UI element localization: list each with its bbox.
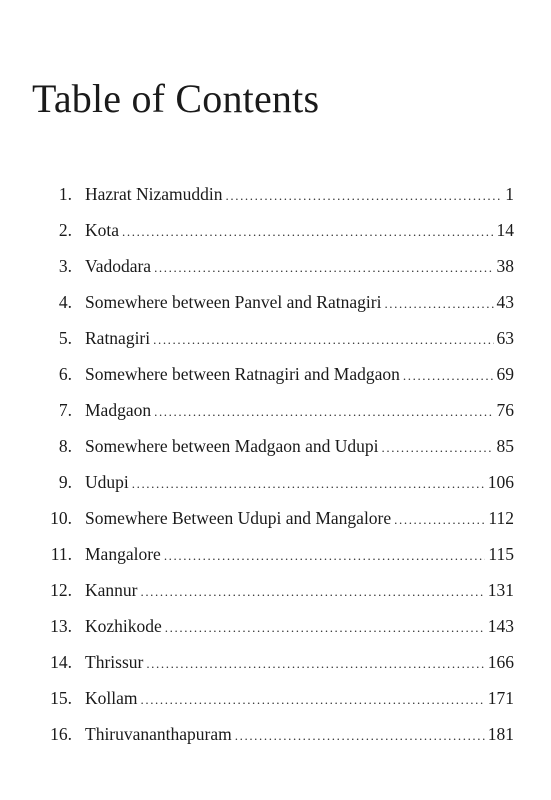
- dot-leader: [141, 682, 485, 718]
- dot-leader: [146, 646, 484, 682]
- toc-entry-page: 115: [488, 544, 514, 564]
- toc-entry-title: Somewhere Between Udupi and Mangalore: [85, 508, 392, 528]
- toc-entry-title: Hazrat Nizamuddin: [85, 184, 223, 204]
- toc-entry-title: Somewhere between Ratnagiri and Madgaon: [85, 364, 400, 384]
- dot-leader: [382, 430, 494, 466]
- toc-entry: [34, 572, 514, 608]
- toc-entry: [34, 284, 514, 320]
- toc-entry-page: 181: [487, 724, 514, 744]
- toc-entry-number: 15.: [50, 688, 72, 708]
- toc-entry: [34, 212, 514, 248]
- toc-entry-title: Kota: [85, 220, 120, 240]
- toc-entry: [34, 716, 514, 752]
- toc-entry-number: 8.: [58, 436, 72, 456]
- toc-entry-number: 1.: [58, 184, 72, 204]
- toc-entry-page: 166: [487, 652, 514, 672]
- toc-entry-title: Kannur: [85, 580, 138, 600]
- toc-entry-title: Madgaon: [85, 400, 152, 420]
- dot-leader: [140, 574, 484, 610]
- toc-entry-number: 5.: [58, 328, 72, 348]
- toc-entry-title: Somewhere between Madgaon and Udupi: [85, 436, 379, 456]
- toc-entry-title: Udupi: [85, 472, 129, 492]
- page-title: Table of Contents: [32, 76, 320, 121]
- toc-list: [34, 176, 514, 752]
- toc-entry: [34, 392, 514, 428]
- toc-entry: [34, 608, 514, 644]
- toc-entry-number: 7.: [58, 400, 72, 420]
- dot-leader: [154, 394, 493, 430]
- dot-leader: [226, 178, 503, 214]
- toc-entry-title: Thrissur: [85, 652, 144, 672]
- toc-entry-page: 143: [487, 616, 514, 636]
- toc-entry-number: 4.: [58, 292, 72, 312]
- toc-entry-number: 2.: [58, 220, 72, 240]
- toc-entry-page: 38: [496, 256, 514, 276]
- toc-entry-number: 9.: [58, 472, 72, 492]
- dot-leader: [132, 466, 485, 502]
- toc-entry: [34, 356, 514, 392]
- toc-entry: [34, 176, 514, 212]
- toc-entry-number: 14.: [50, 652, 72, 672]
- toc-entry-page: 112: [488, 508, 514, 528]
- toc-entry-title: Thiruvananthapuram: [85, 724, 232, 744]
- toc-entry: [34, 320, 514, 356]
- dot-leader: [384, 286, 493, 322]
- toc-entry: [34, 428, 514, 464]
- toc-entry: [34, 464, 514, 500]
- toc-entry-page: 1: [505, 184, 514, 204]
- toc-entry-page: 76: [496, 400, 514, 420]
- toc-entry-number: 13.: [50, 616, 72, 636]
- dot-leader: [165, 610, 485, 646]
- toc-entry: [34, 500, 514, 536]
- toc-entry-title: Kozhikode: [85, 616, 162, 636]
- dot-leader: [154, 250, 493, 286]
- toc-entry: [34, 536, 514, 572]
- dot-leader: [394, 502, 485, 538]
- dot-leader: [153, 322, 493, 358]
- toc-entry-title: Somewhere between Panvel and Ratnagiri: [85, 292, 382, 312]
- toc-entry-number: 6.: [58, 364, 72, 384]
- dot-leader: [122, 214, 493, 250]
- toc-entry: [34, 248, 514, 284]
- toc-entry-title: Mangalore: [85, 544, 161, 564]
- toc-entry-title: Vadodara: [85, 256, 152, 276]
- dot-leader: [164, 538, 486, 574]
- toc-entry: [34, 680, 514, 716]
- toc-entry-page: 171: [487, 688, 514, 708]
- toc-entry-page: 14: [496, 220, 514, 240]
- dot-leader: [403, 358, 494, 394]
- toc-entry-page: 43: [496, 292, 514, 312]
- toc-entry-page: 131: [487, 580, 514, 600]
- toc-entry-number: 10.: [50, 508, 72, 528]
- toc-entry-page: 85: [496, 436, 514, 456]
- toc-entry-number: 16.: [50, 724, 72, 744]
- toc-entry-number: 11.: [50, 544, 72, 564]
- toc-entry-page: 63: [496, 328, 514, 348]
- toc-entry-number: 12.: [50, 580, 72, 600]
- toc-entry-number: 3.: [58, 256, 72, 276]
- toc-entry: [34, 644, 514, 680]
- toc-entry-title: Ratnagiri: [85, 328, 151, 348]
- toc-entry-page: 69: [496, 364, 514, 384]
- dot-leader: [235, 718, 485, 754]
- toc-entry-title: Kollam: [85, 688, 138, 708]
- toc-entry-page: 106: [487, 472, 514, 492]
